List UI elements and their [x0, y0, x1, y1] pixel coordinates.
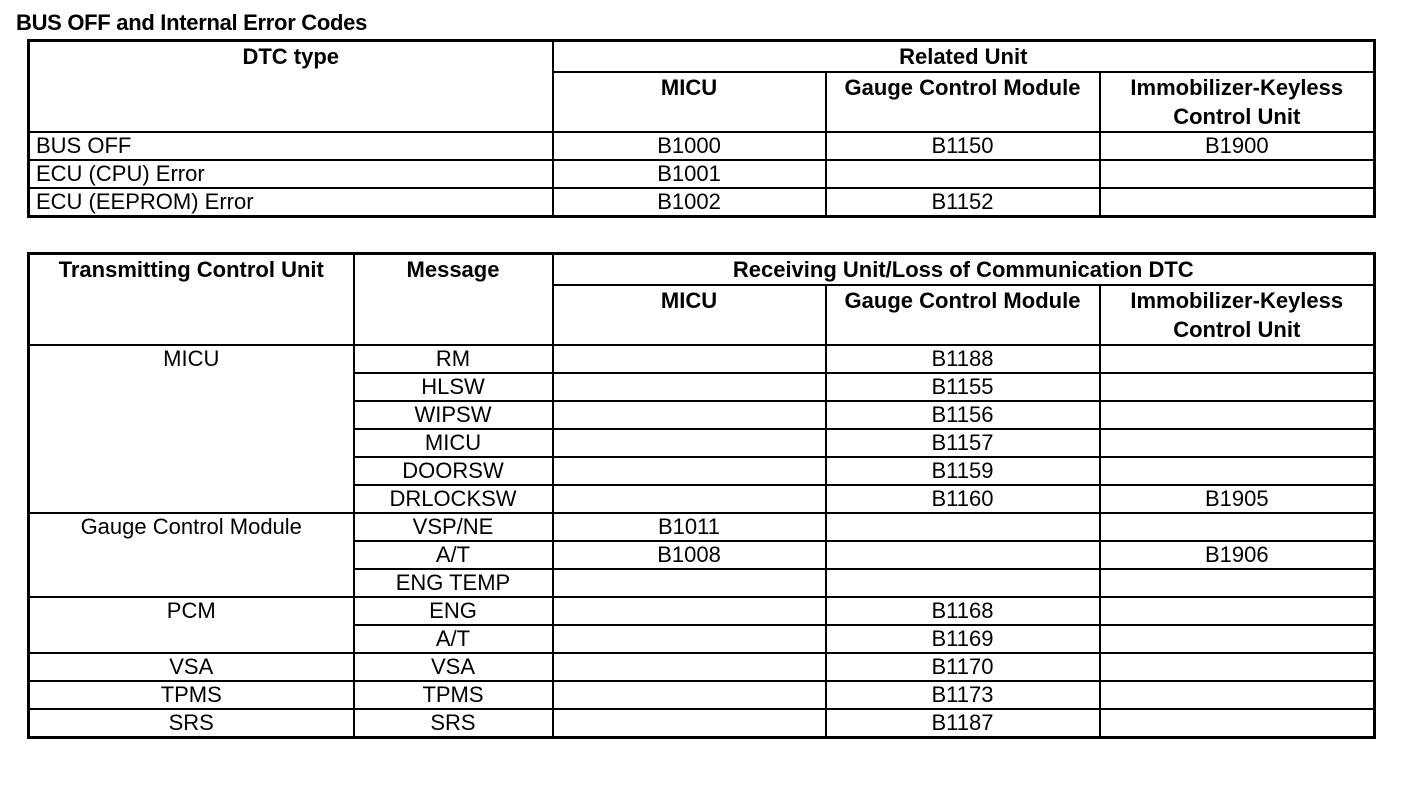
dtc-code-cell: B1152 — [826, 188, 1100, 217]
dtc-code-cell — [553, 457, 826, 485]
dtc-code-cell: B1001 — [553, 160, 826, 188]
transmitting-unit-cell: Gauge Control Module — [29, 513, 354, 597]
dtc-code-cell — [1100, 597, 1375, 625]
table-row — [29, 188, 1375, 217]
message-cell: VSP/NE — [354, 513, 553, 541]
message-header: Message — [354, 254, 553, 346]
dtc-code-cell: B1008 — [553, 541, 826, 569]
dtc-code-cell: B1002 — [553, 188, 826, 217]
message-cell: SRS — [354, 709, 553, 738]
dtc-code-cell: B1011 — [553, 513, 826, 541]
dtc-code-cell — [1100, 401, 1375, 429]
dtc-code-cell: B1155 — [826, 373, 1100, 401]
dtc-code-cell: B1156 — [826, 401, 1100, 429]
dtc-code-cell — [1100, 513, 1375, 541]
message-cell: A/T — [354, 541, 553, 569]
table-row — [29, 132, 1375, 160]
transmitting-unit-cell: MICU — [29, 345, 354, 513]
dtc-code-cell — [1100, 569, 1375, 597]
dtc-code-cell: B1906 — [1100, 541, 1375, 569]
dtc-code-cell: B1169 — [826, 625, 1100, 653]
loss-of-communication-table — [27, 252, 1376, 739]
dtc-code-cell: B1157 — [826, 429, 1100, 457]
message-cell: HLSW — [354, 373, 553, 401]
dtc-code-cell: B1159 — [826, 457, 1100, 485]
dtc-code-cell — [1100, 681, 1375, 709]
message-cell: RM — [354, 345, 553, 373]
dtc-code-cell — [553, 597, 826, 625]
receiving-unit-header: Receiving Unit/Loss of Communication DTC — [553, 254, 1375, 286]
transmitting-unit-cell: VSA — [29, 653, 354, 681]
dtc-type-cell: ECU (EEPROM) Error — [29, 188, 553, 217]
dtc-code-cell — [1100, 188, 1375, 217]
transmitting-unit-cell: TPMS — [29, 681, 354, 709]
loss-of-communication-body — [29, 345, 1375, 738]
dtc-code-cell — [553, 485, 826, 513]
table-row — [29, 653, 1375, 681]
message-cell: ENG — [354, 597, 553, 625]
dtc-type-cell: BUS OFF — [29, 132, 553, 160]
dtc-code-cell — [553, 625, 826, 653]
dtc-code-cell: B1173 — [826, 681, 1100, 709]
table-row — [29, 345, 1375, 373]
dtc-code-cell — [826, 513, 1100, 541]
message-cell: MICU — [354, 429, 553, 457]
table-row — [29, 160, 1375, 188]
message-cell: TPMS — [354, 681, 553, 709]
dtc-code-cell — [826, 160, 1100, 188]
dtc-code-cell — [1100, 457, 1375, 485]
dtc-code-cell: B1188 — [826, 345, 1100, 373]
dtc-code-cell — [1100, 429, 1375, 457]
message-cell: VSA — [354, 653, 553, 681]
unit-header-micu: MICU — [553, 285, 826, 345]
dtc-type-header: DTC type — [29, 41, 553, 133]
dtc-code-cell — [1100, 653, 1375, 681]
table-row — [29, 513, 1375, 541]
dtc-code-cell — [553, 681, 826, 709]
unit-header-gauge: Gauge Control Module — [826, 72, 1100, 132]
dtc-code-cell — [1100, 625, 1375, 653]
dtc-code-cell — [553, 373, 826, 401]
dtc-code-cell — [826, 541, 1100, 569]
message-cell: DOORSW — [354, 457, 553, 485]
dtc-type-cell: ECU (CPU) Error — [29, 160, 553, 188]
dtc-code-cell: B1187 — [826, 709, 1100, 738]
unit-header-immobilizer: Immobilizer-Keyless Control Unit — [1100, 285, 1375, 345]
dtc-code-cell — [553, 429, 826, 457]
bus-off-error-table — [27, 39, 1376, 218]
dtc-code-cell — [1100, 709, 1375, 738]
dtc-code-cell: B1000 — [553, 132, 826, 160]
dtc-code-cell: B1170 — [826, 653, 1100, 681]
dtc-code-cell — [1100, 345, 1375, 373]
table-row — [29, 597, 1375, 625]
unit-header-immobilizer: Immobilizer-Keyless Control Unit — [1100, 72, 1375, 132]
dtc-code-cell — [1100, 373, 1375, 401]
dtc-code-cell: B1168 — [826, 597, 1100, 625]
message-cell: ENG TEMP — [354, 569, 553, 597]
related-unit-header: Related Unit — [553, 41, 1375, 73]
transmitting-unit-header: Transmitting Control Unit — [29, 254, 354, 346]
dtc-code-cell — [553, 653, 826, 681]
transmitting-unit-cell: SRS — [29, 709, 354, 738]
dtc-code-cell: B1905 — [1100, 485, 1375, 513]
message-cell: DRLOCKSW — [354, 485, 553, 513]
unit-header-micu: MICU — [553, 72, 826, 132]
transmitting-unit-cell: PCM — [29, 597, 354, 653]
dtc-code-cell — [826, 569, 1100, 597]
dtc-code-cell: B1150 — [826, 132, 1100, 160]
dtc-code-cell — [1100, 160, 1375, 188]
dtc-code-cell — [553, 345, 826, 373]
dtc-code-cell: B1160 — [826, 485, 1100, 513]
unit-header-gauge: Gauge Control Module — [826, 285, 1100, 345]
message-cell: WIPSW — [354, 401, 553, 429]
dtc-code-cell — [553, 401, 826, 429]
dtc-code-cell: B1900 — [1100, 132, 1375, 160]
message-cell: A/T — [354, 625, 553, 653]
table-row — [29, 709, 1375, 738]
dtc-code-cell — [553, 709, 826, 738]
table-row — [29, 681, 1375, 709]
page-title: BUS OFF and Internal Error Codes — [16, 10, 368, 35]
dtc-code-cell — [553, 569, 826, 597]
